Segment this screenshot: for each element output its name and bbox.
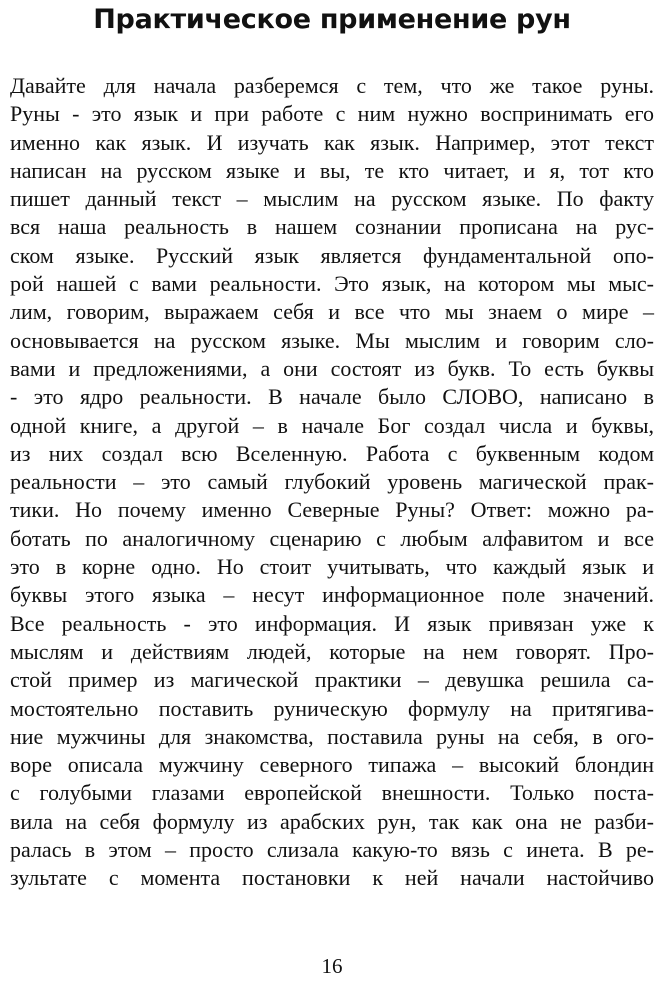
text-line: это в корне одно. Но стоит учитывать, что каждый язык и [10, 554, 654, 580]
text-line: вами и предложениями, а они состоят из букв. То есть буквы [10, 355, 654, 381]
text-line: одной книге, а другой – в начале Бог создал числа и буквы, [10, 412, 654, 438]
body-text [10, 72, 654, 893]
text-line: Руны - это язык и при работе с ним нужно воспринимать его [10, 101, 654, 127]
page-number: 16 [321, 954, 343, 978]
text-line: тики. Но почему именно Северные Руны? Ответ: можно ра- [10, 497, 654, 523]
text-line: написан на русском языке и вы, те кто читает, и я, тот кто [10, 157, 654, 183]
text-line: лим, говорим, выражаем себя и все что мы знаем о мире – [10, 299, 654, 325]
text-line: с голубыми глазами европейской внешности. Только поста- [10, 780, 654, 806]
text-line: стой пример из магической практики – девушка решила са- [10, 667, 654, 693]
text-line: рой нашей с вами реальности. Это язык, на котором мы мыс- [10, 271, 654, 297]
text-line: буквы этого языка – несут информационное поле значений. [10, 582, 654, 608]
text-line: пишет данный текст – мыслим на русском языке. По факту [10, 186, 654, 212]
text-line: ботать по аналогичному сценарию с любым алфавитом и все [10, 525, 654, 551]
text-line: Все реальность - это информация. И язык привязан уже к [10, 610, 654, 636]
text-line: именно как язык. И изучать как язык. Например, этот текст [10, 129, 654, 155]
text-line: Давайте для начала разберемся с тем, что же такое руны. [10, 73, 654, 98]
text-line: зультате с момента постановки к ней начали настойчиво [10, 865, 654, 891]
text-line: мостоятельно поставить руническую формулу на притягива- [10, 695, 654, 721]
text-line: - это ядро реальности. В начале было СЛОВО, написано в [10, 384, 654, 410]
text-line: основывается на русском языке. Мы мыслим и говорим сло- [10, 327, 654, 353]
page-heading: Практическое применение рун [93, 4, 571, 35]
text-line: ралась в этом – просто слизала какую-то вязь с инета. В ре- [10, 837, 654, 863]
text-line: ском языке. Русский язык является фундаментальной опо- [10, 242, 654, 268]
text-line: реальности – это самый глубокий уровень магической прак- [10, 469, 654, 495]
text-line: вила на себя формулу из арабских рун, так как она не разби- [10, 808, 654, 834]
text-line: из них создал всю Вселенную. Работа с буквенным кодом [10, 440, 654, 466]
text-line: мыслям и действиям людей, которые на нем говорят. Про- [10, 638, 654, 664]
text-line: вся наша реальность в нашем сознании прописана на рус- [10, 214, 654, 240]
text-line: ние мужчины для знакомства, поставила руны на себя, в ого- [10, 723, 654, 749]
text-line: воре описала мужчину северного типажа – высокий блондин [10, 752, 654, 778]
